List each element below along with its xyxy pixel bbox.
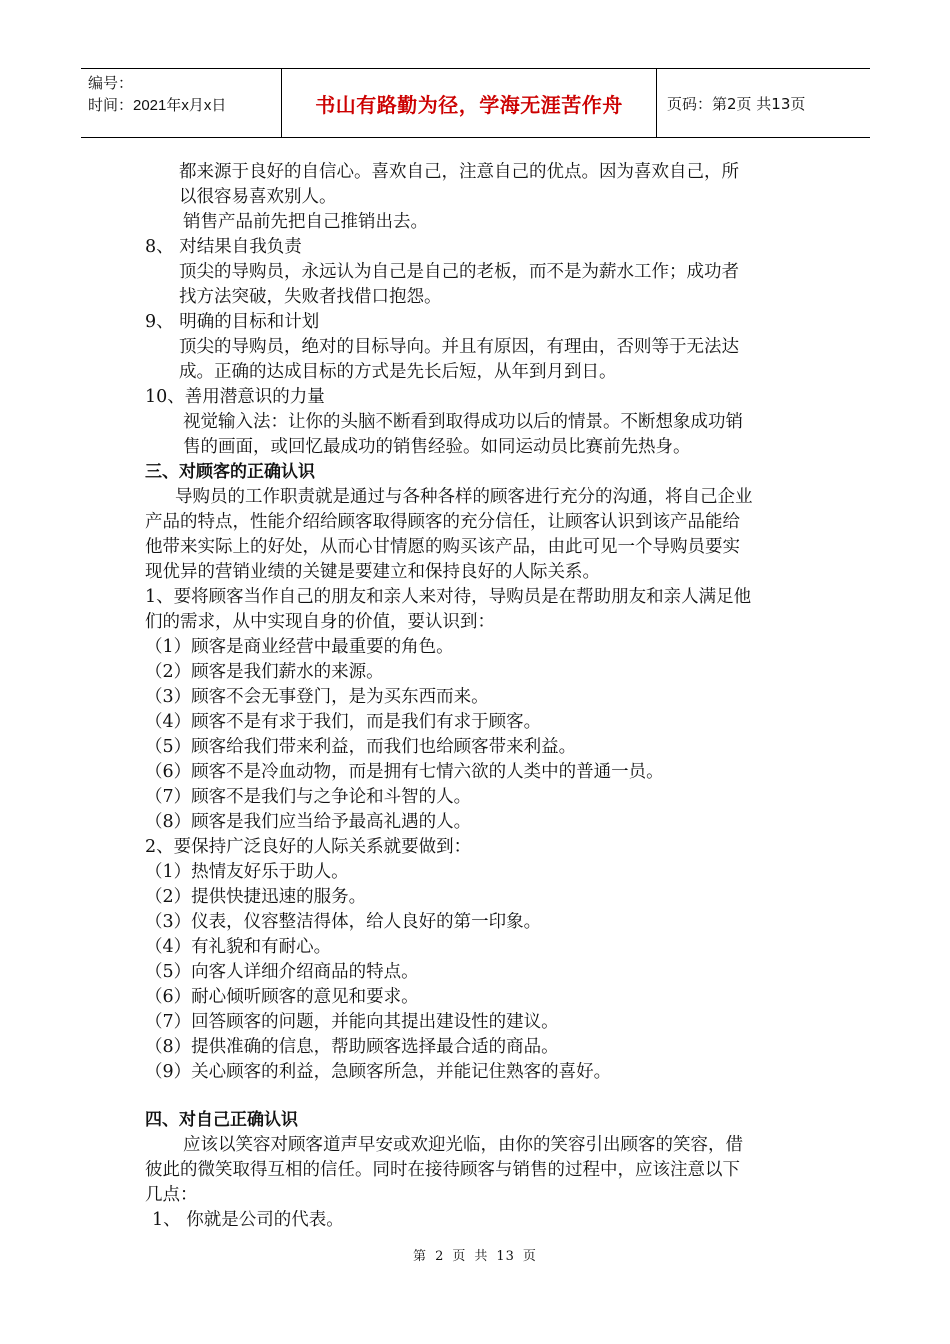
header-page-info: 页码：第2页 共13页 <box>667 94 806 113</box>
list-item: （3）顾客不会无事登门，是为买东西而来。 <box>145 687 489 707</box>
body-line: 产品的特点，性能介绍给顾客取得顾客的充分信任，让顾客认识到该产品能给 <box>145 512 740 532</box>
body-line: 顶尖的导购员，永远认为自己是自己的老板，而不是为薪水工作；成功者 <box>179 262 739 282</box>
body-line: 成。正确的达成目标的方式是先长后短，从年到月到日。 <box>179 362 617 382</box>
list-item: （2）提供快捷迅速的服务。 <box>145 887 367 907</box>
list-item-heading: 8、 对结果自我负责 <box>145 237 302 257</box>
body-line: 应该以笑容对顾客道声早安或欢迎光临，由你的笑容引出顾客的笑容，借 <box>183 1135 743 1155</box>
body-line: 彼此的微笑取得互相的信任。同时在接待顾客与销售的过程中，应该注意以下 <box>145 1160 740 1180</box>
body-line: 导购员的工作职责就是通过与各种各样的顾客进行充分的沟通，将自己企业 <box>175 487 753 507</box>
footer-total-unit: 页 <box>522 1249 537 1264</box>
list-item: （2）顾客是我们薪水的来源。 <box>145 662 384 682</box>
body-line: 售的画面，或回忆最成功的销售经验。如同运动员比赛前先热身。 <box>183 437 691 457</box>
doc-number-label: 编号： <box>88 75 134 92</box>
list-item: （8）顾客是我们应当给予最高礼遇的人。 <box>145 812 472 832</box>
section-heading: 四、对自己正确认识 <box>145 1110 298 1130</box>
header-meta <box>81 69 282 137</box>
list-item: （7）回答顾客的问题，并能向其提出建设性的建议。 <box>145 1012 559 1032</box>
section-heading: 三、对顾客的正确认识 <box>145 462 315 482</box>
list-item-heading: 9、 明确的目标和计划 <box>145 312 320 332</box>
list-item: （1）热情友好乐于助人。 <box>145 862 349 882</box>
body-line: 视觉输入法：让你的头脑不断看到取得成功以后的情景。不断想象成功销 <box>183 412 743 432</box>
list-item: （4）顾客不是有求于我们，而是我们有求于顾客。 <box>145 712 542 732</box>
footer-total-number: 13 <box>496 1249 515 1264</box>
list-item: （7）顾客不是我们与之争论和斗智的人。 <box>145 787 472 807</box>
body-line: 以很容易喜欢别人。 <box>179 187 337 207</box>
body-line: 现优异的营销业绩的关键是要建立和保持良好的人际关系。 <box>145 562 600 582</box>
doc-time-label: 时间：2021年x月x日 <box>88 97 227 114</box>
list-item: （6）顾客不是冷血动物，而是拥有七情六欲的人类中的普通一员。 <box>145 762 664 782</box>
body-line: 他带来实际上的好处，从而心甘情愿的购买该产品，由此可见一个导购员要实 <box>145 537 740 557</box>
header-motto: 书山有路勤为径，学海无涯苦作舟 <box>282 69 657 137</box>
footer-page-word: 第 <box>413 1249 428 1264</box>
list-item: （9）关心顾客的利益，急顾客所急，并能记住熟客的喜好。 <box>145 1062 612 1082</box>
body-line: 几点： <box>145 1185 198 1205</box>
list-item: （3）仪表，仪容整洁得体，给人良好的第一印象。 <box>145 912 542 932</box>
list-item: （6）耐心倾听顾客的意见和要求。 <box>145 987 419 1007</box>
body-line: 都来源于良好的自信心。喜欢自己，注意自己的优点。因为喜欢自己，所 <box>179 162 739 182</box>
list-item: （4）有礼貌和有耐心。 <box>145 937 332 957</box>
body-line: 们的需求，从中实现自身的价值，要认识到： <box>145 612 495 632</box>
body-line: 1、要将顾客当作自己的朋友和亲人来对待，导购员是在帮助朋友和亲人满足他 <box>145 587 752 607</box>
list-item: （1）顾客是商业经营中最重要的角色。 <box>145 637 454 657</box>
body-line: 找方法突破，失败者找借口抱怨。 <box>179 287 442 307</box>
body-line: 销售产品前先把自己推销出去。 <box>183 212 428 232</box>
footer-page-unit: 页 <box>452 1249 467 1264</box>
list-item: （5）向客人详细介绍商品的特点。 <box>145 962 419 982</box>
body-line: 2、要保持广泛良好的人际关系就要做到： <box>145 837 472 857</box>
list-item-heading: 10、善用潜意识的力量 <box>145 387 325 407</box>
list-item: （8）提供准确的信息，帮助顾客选择最合适的商品。 <box>145 1037 559 1057</box>
page-header <box>81 68 870 138</box>
list-item: （5）顾客给我们带来利益，而我们也给顾客带来利益。 <box>145 737 577 757</box>
page-footer <box>0 1245 950 1264</box>
list-item: 1、 你就是公司的代表。 <box>152 1210 344 1230</box>
body-line: 顶尖的导购员，绝对的目标导向。并且有原因，有理由，否则等于无法达 <box>179 337 739 357</box>
footer-page-number: 2 <box>435 1249 445 1264</box>
footer-total-word: 共 <box>474 1249 489 1264</box>
